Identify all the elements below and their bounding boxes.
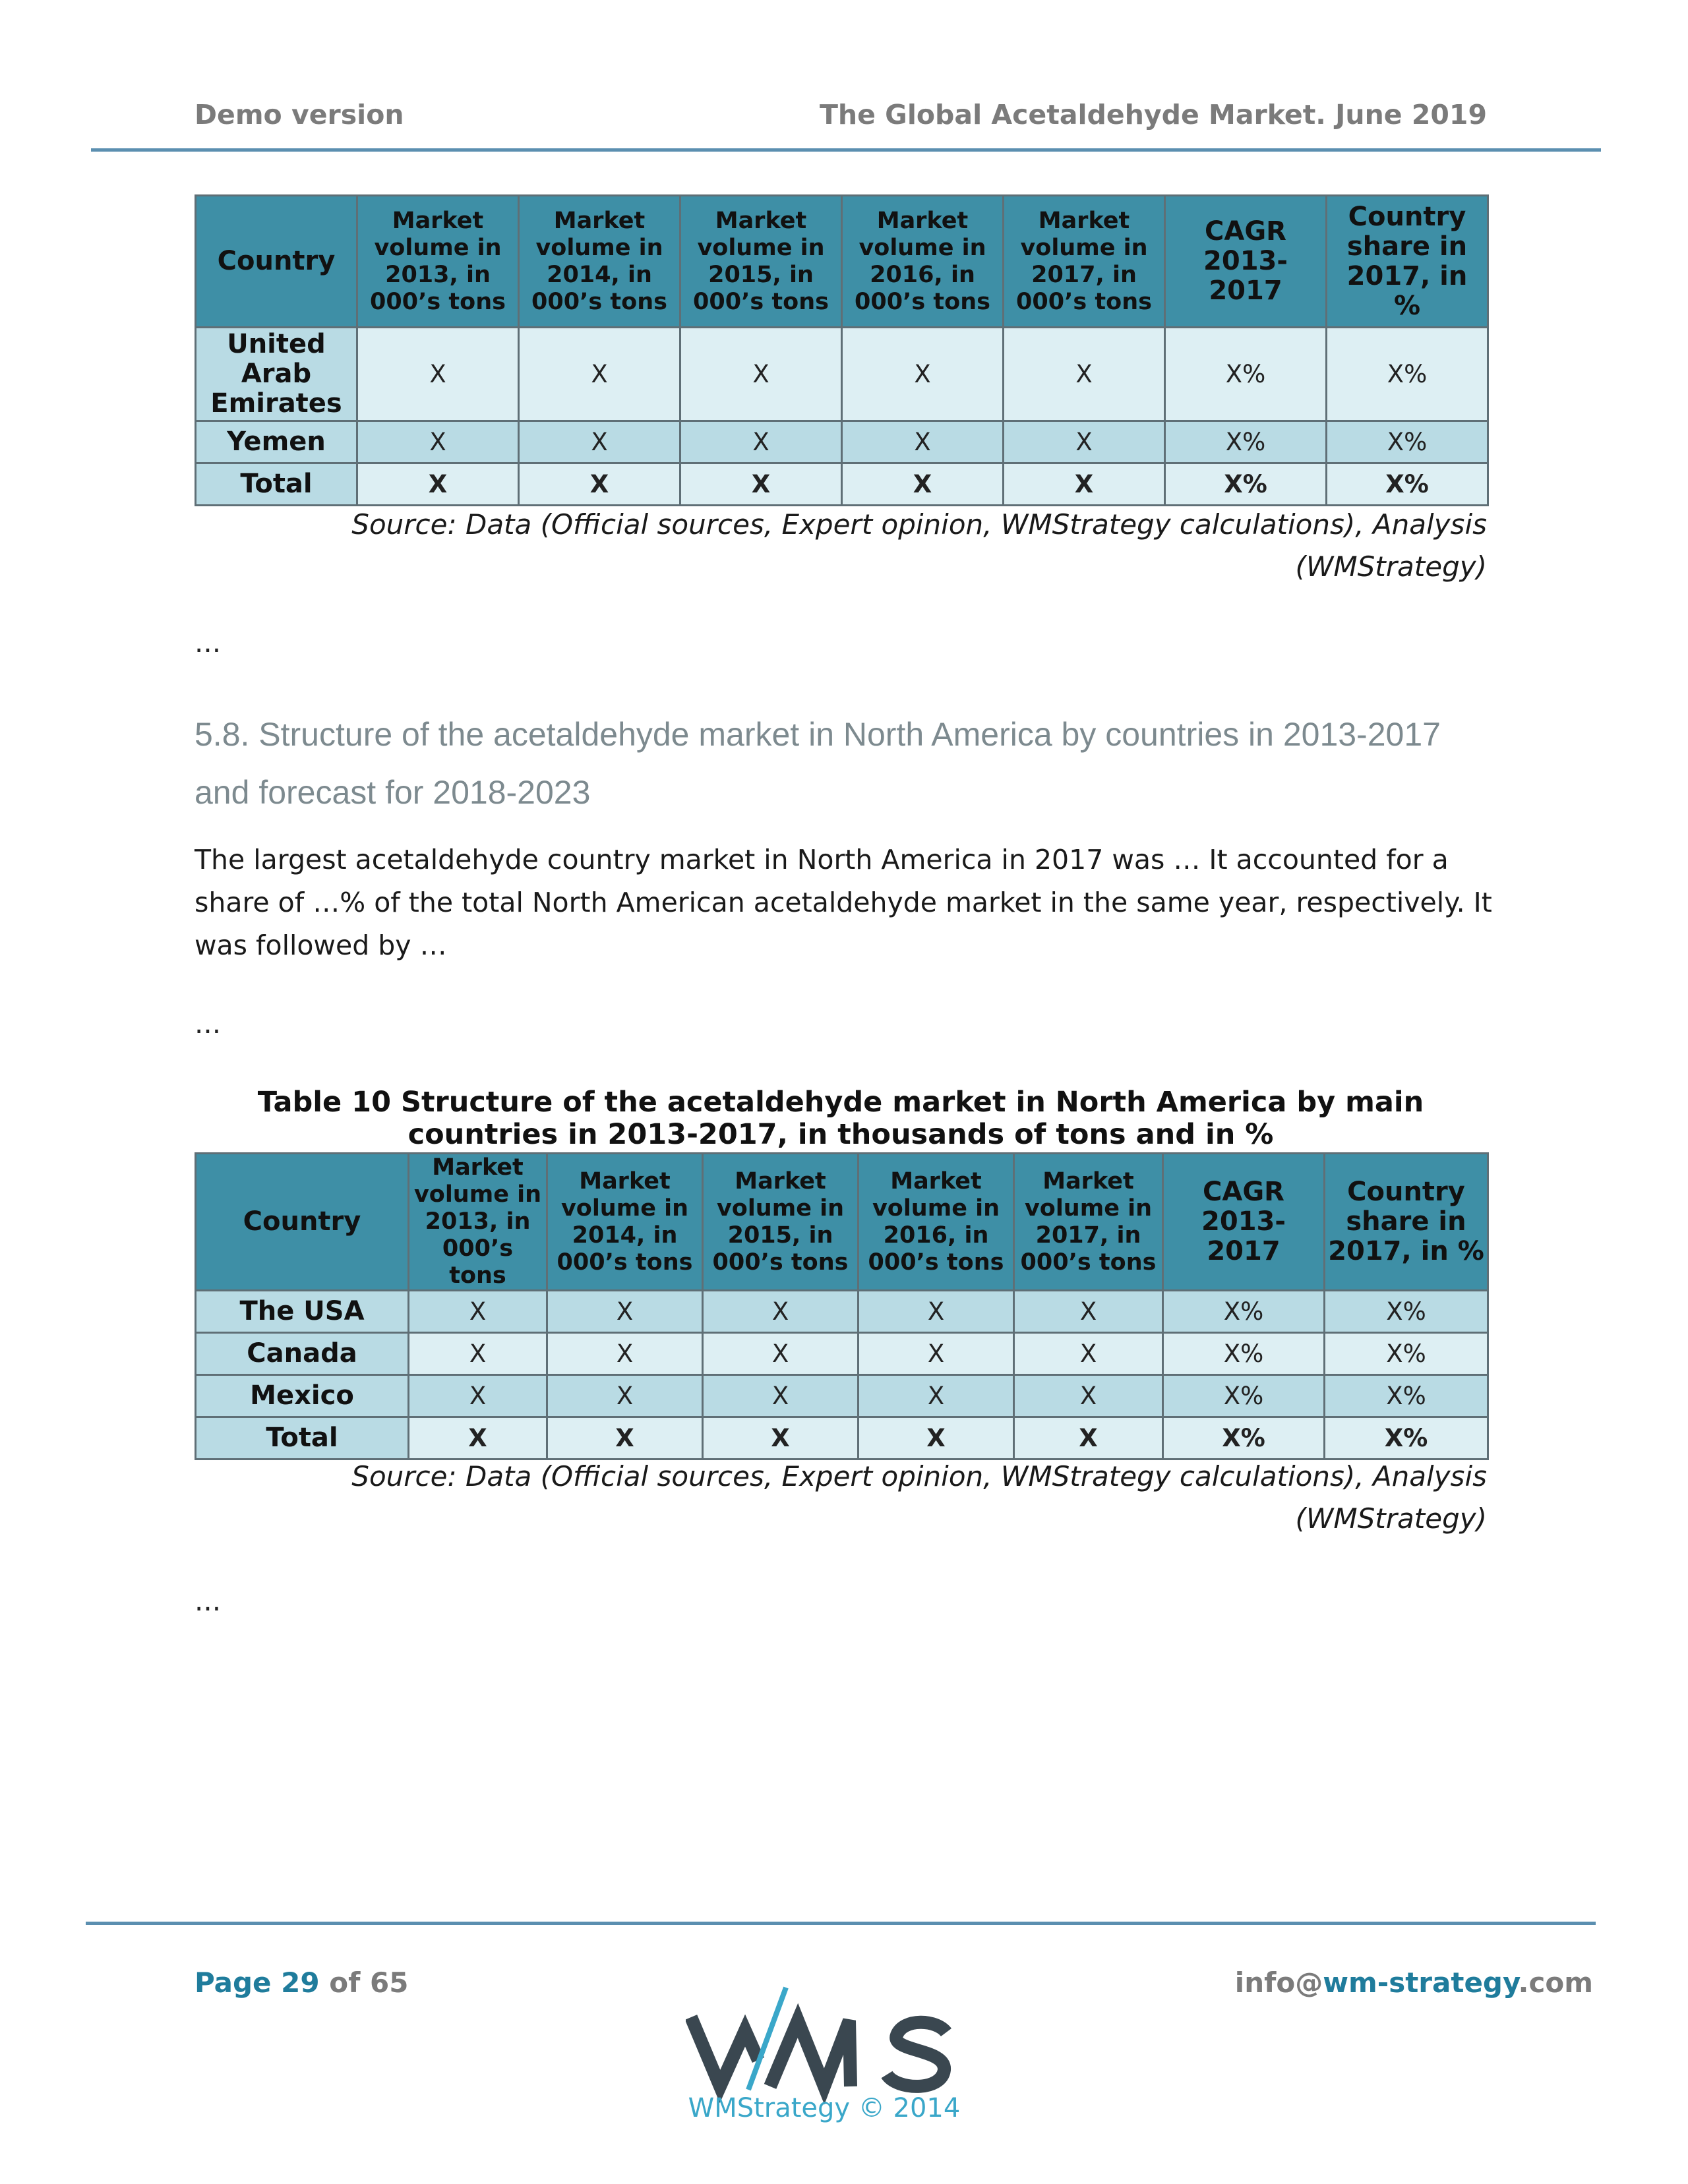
value-cell: X — [519, 328, 680, 421]
value-cell: X — [1014, 1291, 1163, 1333]
value-cell: X — [357, 328, 519, 421]
column-header: Market volume in 2017, in 000’s tons — [1014, 1154, 1163, 1291]
country-cell: Mexico — [196, 1375, 409, 1417]
value-cell: X% — [1165, 328, 1327, 421]
north-america-table — [195, 1152, 1489, 1460]
current-page: 29 — [281, 1966, 320, 1999]
value-cell: X — [1014, 1417, 1163, 1460]
page-label: Page — [195, 1966, 272, 1999]
contact-email — [1235, 1966, 1593, 1999]
country-cell: Total — [196, 463, 357, 506]
value-cell: X — [519, 421, 680, 463]
column-header: Market volume in 2015, in 000’s tons — [680, 196, 842, 328]
value-cell: X% — [1165, 463, 1327, 506]
column-header: Market volume in 2014, in 000’s tons — [519, 196, 680, 328]
header-report-title: The Global Acetaldehyde Market. June 2019 — [819, 99, 1487, 131]
column-header: Country share in 2017, in % — [1327, 196, 1488, 328]
value-cell: X — [859, 1291, 1014, 1333]
value-cell: X — [703, 1333, 859, 1375]
value-cell: X — [1014, 1375, 1163, 1417]
body-paragraph: The largest acetaldehyde country market in North America in 2017 was … It accounted for a share of …% of the total North American acetaldehyde market in the same year, respectively. It was followed by … — [195, 844, 1492, 961]
email-user: info@ — [1234, 1966, 1323, 1999]
value-cell: X — [409, 1291, 547, 1333]
value-cell: X — [357, 463, 519, 506]
column-header: Market volume in 2017, in 000’s tons — [1004, 196, 1165, 328]
value-cell: X% — [1163, 1291, 1325, 1333]
table-row — [196, 1291, 1488, 1333]
table-source-note: Source: Data (Official sources, Expert opinion, WMStrategy calculations), Analysis (WMStrategy) — [351, 1460, 1487, 1535]
page-number — [195, 1966, 408, 1999]
value-cell: X — [680, 328, 842, 421]
table-header-row — [196, 196, 1488, 328]
value-cell: X — [547, 1417, 703, 1460]
logo-caption: WMStrategy © 2014 — [688, 2093, 961, 2123]
wms-logo — [686, 1974, 956, 2113]
column-header: Market volume in 2013, in 000’s tons — [409, 1154, 547, 1291]
table-source-note: Source: Data (Official sources, Expert opinion, WMStrategy calculations), Analysis (WMStrategy) — [351, 508, 1487, 583]
value-cell: X% — [1325, 1291, 1488, 1333]
middle-east-table — [195, 194, 1489, 506]
column-header: Market volume in 2016, in 000’s tons — [859, 1154, 1014, 1291]
value-cell: X — [842, 463, 1004, 506]
value-cell: X% — [1163, 1375, 1325, 1417]
value-cell: X% — [1327, 328, 1488, 421]
header-divider — [91, 148, 1601, 152]
value-cell: X — [1004, 463, 1165, 506]
value-cell: X — [680, 421, 842, 463]
column-header: Country — [196, 196, 357, 328]
table-row — [196, 421, 1488, 463]
value-cell: X% — [1325, 1417, 1488, 1460]
value-cell: X — [842, 421, 1004, 463]
of-label: of — [329, 1966, 361, 1999]
column-header: Market volume in 2014, in 000’s tons — [547, 1154, 703, 1291]
value-cell: X% — [1165, 421, 1327, 463]
omission-marker: ... — [195, 626, 222, 659]
omission-marker: ... — [195, 1007, 222, 1040]
column-header: Country share in 2017, in % — [1325, 1154, 1488, 1291]
country-cell: The USA — [196, 1291, 409, 1333]
table-total-row — [196, 1417, 1488, 1460]
table-row — [196, 328, 1488, 421]
value-cell: X% — [1163, 1417, 1325, 1460]
value-cell: X — [1004, 328, 1165, 421]
value-cell: X% — [1325, 1375, 1488, 1417]
table-caption: Table 10 Structure of the acetaldehyde market in North America by main countries in 2013-2017, in thousands of tons and in % — [257, 1086, 1424, 1151]
table-total-row — [196, 463, 1488, 506]
email-domain: wm-strategy — [1323, 1966, 1519, 1999]
value-cell: X — [547, 1375, 703, 1417]
value-cell: X — [680, 463, 842, 506]
email-tld: .com — [1518, 1966, 1593, 1999]
value-cell: X — [859, 1333, 1014, 1375]
country-cell: United Arab Emirates — [196, 328, 357, 421]
wms-logo-mark — [686, 1974, 956, 2106]
table-row — [196, 1333, 1488, 1375]
value-cell: X — [409, 1375, 547, 1417]
value-cell: X — [409, 1333, 547, 1375]
value-cell: X — [842, 328, 1004, 421]
value-cell: X — [1004, 421, 1165, 463]
value-cell: X — [1014, 1333, 1163, 1375]
footer-divider — [86, 1922, 1596, 1925]
column-header: CAGR 2013-2017 — [1163, 1154, 1325, 1291]
column-header: Market volume in 2015, in 000’s tons — [703, 1154, 859, 1291]
table-header-row — [196, 1154, 1488, 1291]
value-cell: X — [703, 1375, 859, 1417]
value-cell: X — [547, 1333, 703, 1375]
value-cell: X — [519, 463, 680, 506]
column-header: CAGR 2013-2017 — [1165, 196, 1327, 328]
page-header — [195, 99, 1487, 138]
column-header: Market volume in 2013, in 000’s tons — [357, 196, 519, 328]
value-cell: X — [357, 421, 519, 463]
column-header: Market volume in 2016, in 000’s tons — [842, 196, 1004, 328]
country-cell: Yemen — [196, 421, 357, 463]
value-cell: X — [547, 1291, 703, 1333]
value-cell: X% — [1325, 1333, 1488, 1375]
country-cell: Canada — [196, 1333, 409, 1375]
column-header: Country — [196, 1154, 409, 1291]
header-demo-label: Demo version — [195, 99, 404, 131]
section-heading: 5.8. Structure of the acetaldehyde market in North America by countries in 2013-2017 and forecast for 2018-2023 — [195, 716, 1441, 811]
value-cell: X% — [1327, 421, 1488, 463]
table-row — [196, 1375, 1488, 1417]
value-cell: X — [703, 1291, 859, 1333]
value-cell: X — [859, 1375, 1014, 1417]
value-cell: X — [703, 1417, 859, 1460]
value-cell: X% — [1327, 463, 1488, 506]
value-cell: X% — [1163, 1333, 1325, 1375]
omission-marker: ... — [195, 1585, 222, 1617]
value-cell: X — [409, 1417, 547, 1460]
country-cell: Total — [196, 1417, 409, 1460]
total-pages: 65 — [370, 1966, 409, 1999]
value-cell: X — [859, 1417, 1014, 1460]
